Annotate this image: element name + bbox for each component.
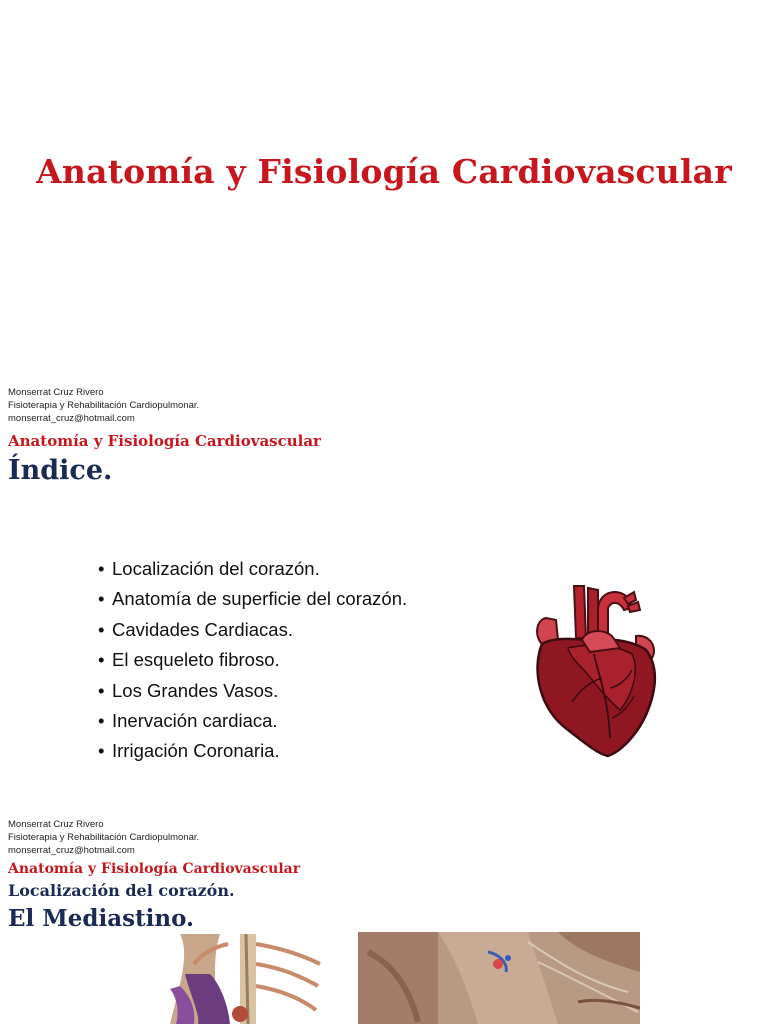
course-title: Anatomía y Fisiología Cardiovascular [8, 432, 321, 450]
list-item: • Cavidades Cardiacas. [98, 618, 293, 640]
author-name: Monserrat Cruz Rivero [8, 387, 104, 398]
author-email: monserrat_cruz@hotmail.com [8, 413, 135, 424]
list-item: • Inervación cardiaca. [98, 709, 278, 731]
author-department: Fisioterapia y Rehabilitación Cardiopulmonar. [8, 832, 200, 843]
section-heading: El Mediastino. [8, 905, 195, 932]
index-list [98, 555, 407, 768]
section-subtitle: Localización del corazón. [8, 881, 235, 900]
author-info [8, 386, 199, 425]
list-item: • Los Grandes Vasos. [98, 679, 279, 701]
thorax-anatomy-image [150, 934, 340, 1024]
author-email: monserrat_cruz@hotmail.com [8, 845, 135, 856]
dissection-image [358, 932, 640, 1024]
list-item: • El esqueleto fibroso. [98, 649, 280, 671]
list-item: • Irrigación Coronaria. [98, 740, 280, 762]
author-department: Fisioterapia y Rehabilitación Cardiopulmonar. [8, 400, 200, 411]
main-title: Anatomía y Fisiología Cardiovascular [36, 152, 732, 191]
author-info-2 [8, 818, 199, 857]
heart-icon [528, 578, 664, 758]
author-name: Monserrat Cruz Rivero [8, 819, 104, 830]
course-title-2: Anatomía y Fisiología Cardiovascular [8, 861, 301, 877]
index-heading: Índice. [8, 455, 113, 486]
list-item: • Anatomía de superficie del corazón. [98, 588, 408, 610]
list-item: • Localización del corazón. [98, 558, 320, 579]
